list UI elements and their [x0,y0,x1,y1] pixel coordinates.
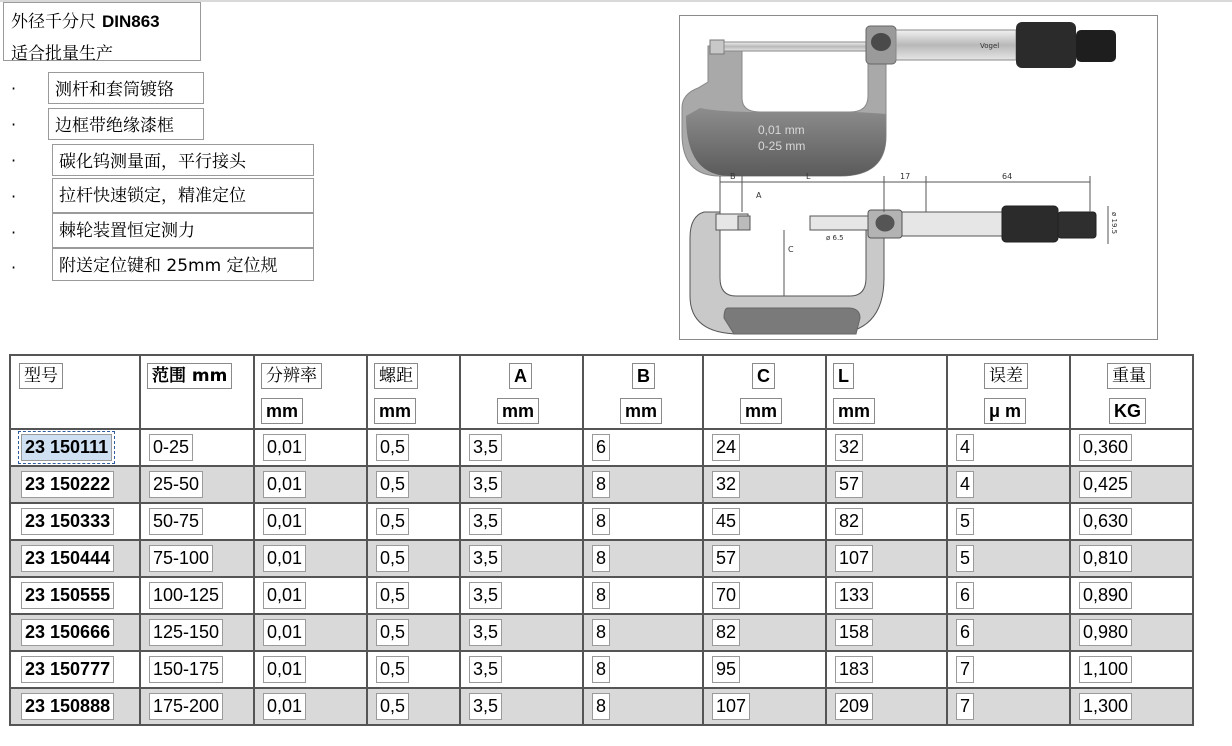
weight-value: 0,360 [1079,434,1132,461]
col-header-model[interactable] [10,355,140,429]
l-value: 107 [835,545,873,572]
feature-6[interactable]: 附送定位键和 25mm 定位规 [52,248,314,281]
b-value: 8 [592,508,610,535]
cell-resolution[interactable] [254,651,367,688]
range-value: 175-200 [149,693,223,720]
c-value: 70 [712,582,740,609]
header-weight-unit: KG [1109,398,1146,424]
resolution-value: 0,01 [263,545,306,572]
feature-2[interactable]: 边框带绝缘漆框 [48,108,204,140]
weight-value: 0,980 [1079,619,1132,646]
bullet-1: · [11,79,17,98]
product-title [11,7,160,32]
table-row [10,614,1193,651]
cell-l[interactable] [826,429,947,466]
cell-a[interactable] [460,503,583,540]
cell-l[interactable] [826,651,947,688]
dim-phi-label: ø 6.5 [826,234,844,242]
pitch-value: 0,5 [376,582,409,609]
frame-label-range: 0-25 mm [758,139,806,153]
col-header-a[interactable] [460,355,583,429]
header-c: C [752,363,775,389]
c-value: 107 [712,693,750,720]
tolerance-value: 5 [956,545,974,572]
cell-model[interactable] [10,540,140,577]
table-row [10,429,1193,466]
tolerance-value: 5 [956,508,974,535]
cell-l[interactable] [826,503,947,540]
cell-l[interactable] [826,577,947,614]
pitch-value: 0,5 [376,656,409,683]
cell-pitch[interactable] [367,540,460,577]
dim-c-label: C [788,245,794,254]
cell-range[interactable] [140,466,254,503]
a-value: 3,5 [469,508,502,535]
l-value: 57 [835,471,863,498]
c-value: 45 [712,508,740,535]
model-value: 23 150111 [21,434,112,461]
model-value: 23 150777 [21,656,114,683]
feature-3[interactable]: 碳化钨测量面，平行接头 [52,144,314,176]
range-value: 25-50 [149,471,203,498]
tolerance-value: 6 [956,582,974,609]
cell-weight[interactable] [1070,503,1193,540]
table-row [10,540,1193,577]
cell-range[interactable] [140,614,254,651]
pitch-value: 0,5 [376,545,409,572]
model-value: 23 150222 [21,471,114,498]
cell-weight[interactable] [1070,651,1193,688]
pitch-value: 0,5 [376,693,409,720]
brand-text: Vogel [980,42,1000,50]
cell-resolution[interactable] [254,688,367,725]
cell-range[interactable] [140,429,254,466]
bullet-2: · [11,115,17,134]
cell-l[interactable] [826,688,947,725]
cell-tolerance[interactable] [947,688,1070,725]
cell-c[interactable] [703,540,826,577]
pitch-value: 0,5 [376,434,409,461]
cell-weight[interactable] [1070,466,1193,503]
cell-b[interactable] [583,614,703,651]
col-header-resolution[interactable] [254,355,367,429]
product-figure [679,15,1158,340]
feature-5[interactable]: 棘轮装置恒定测力 [52,213,314,248]
cell-pitch[interactable] [367,651,460,688]
cell-c[interactable] [703,651,826,688]
cell-tolerance[interactable] [947,429,1070,466]
cell-c[interactable] [703,429,826,466]
title-standard: DIN863 [102,12,160,31]
bullet-6: · [11,258,17,277]
cell-model[interactable] [10,651,140,688]
col-header-range[interactable] [140,355,254,429]
title-cn: 外径千分尺 [11,12,96,32]
cell-b[interactable] [583,540,703,577]
cell-b[interactable] [583,688,703,725]
cell-pitch[interactable] [367,503,460,540]
a-value: 3,5 [469,619,502,646]
weight-value: 0,890 [1079,582,1132,609]
cell-a[interactable] [460,540,583,577]
spec-table [9,354,1194,726]
dim-l-label: L [806,172,811,181]
weight-value: 1,300 [1079,693,1132,720]
cell-tolerance[interactable] [947,577,1070,614]
b-value: 8 [592,656,610,683]
model-value: 23 150444 [21,545,114,572]
spec-table-body [10,429,1193,725]
cell-pitch[interactable] [367,577,460,614]
resolution-value: 0,01 [263,656,306,683]
weight-value: 0,425 [1079,471,1132,498]
table-row [10,466,1193,503]
dim-64-label: 64 [1002,172,1013,181]
cell-tolerance[interactable] [947,614,1070,651]
b-value: 8 [592,545,610,572]
cell-b[interactable] [583,577,703,614]
model-value: 23 150666 [21,619,114,646]
pitch-value: 0,5 [376,471,409,498]
cell-tolerance[interactable] [947,540,1070,577]
tolerance-value: 7 [956,656,974,683]
cell-tolerance[interactable] [947,466,1070,503]
cell-l[interactable] [826,614,947,651]
header-b-unit: mm [620,398,662,424]
table-header-row [10,355,1193,429]
weight-value: 0,630 [1079,508,1132,535]
c-value: 24 [712,434,740,461]
a-value: 3,5 [469,656,502,683]
cell-model[interactable] [10,688,140,725]
table-row [10,503,1193,540]
cell-model[interactable] [10,503,140,540]
feature-4[interactable]: 拉杆快速锁定，精准定位 [52,178,314,213]
cell-tolerance[interactable] [947,503,1070,540]
cell-weight[interactable] [1070,540,1193,577]
header-tolerance: 误差 [984,363,1028,389]
dim-a-label: A [756,191,762,200]
cell-weight[interactable] [1070,577,1193,614]
cell-resolution[interactable] [254,429,367,466]
micrometer-drawing [690,172,1118,334]
cell-pitch[interactable] [367,614,460,651]
cell-a[interactable] [460,429,583,466]
table-row [10,577,1193,614]
cell-b[interactable] [583,503,703,540]
a-value: 3,5 [469,434,502,461]
micrometer-photo [682,22,1116,176]
cell-model[interactable] [10,429,140,466]
l-value: 82 [835,508,863,535]
l-value: 183 [835,656,873,683]
bullet-5: · [11,223,17,242]
header-b: B [632,363,655,389]
cell-resolution[interactable] [254,466,367,503]
cell-range[interactable] [140,651,254,688]
cell-weight[interactable] [1070,688,1193,725]
tolerance-value: 4 [956,471,974,498]
feature-1[interactable]: 测杆和套筒镀铬 [48,72,204,104]
l-value: 32 [835,434,863,461]
cell-tolerance[interactable] [947,651,1070,688]
pitch-value: 0,5 [376,508,409,535]
resolution-value: 0,01 [263,471,306,498]
cell-a[interactable] [460,688,583,725]
cell-model[interactable] [10,577,140,614]
weight-value: 0,810 [1079,545,1132,572]
l-value: 158 [835,619,873,646]
product-subtitle: 适合批量生产 [11,44,113,64]
header-pitch: 螺距 [374,363,418,389]
cell-pitch[interactable] [367,688,460,725]
frame-label-resolution: 0,01 mm [758,123,805,137]
title-box[interactable] [3,2,201,64]
cell-a[interactable] [460,614,583,651]
cell-weight[interactable] [1070,429,1193,466]
cell-a[interactable] [460,466,583,503]
resolution-value: 0,01 [263,693,306,720]
b-value: 8 [592,582,610,609]
cell-resolution[interactable] [254,503,367,540]
dim-17-label: 17 [900,172,911,181]
b-value: 8 [592,693,610,720]
header-a: A [509,363,532,389]
tolerance-value: 6 [956,619,974,646]
range-value: 100-125 [149,582,223,609]
cell-c[interactable] [703,466,826,503]
resolution-value: 0,01 [263,508,306,535]
model-value: 23 150555 [21,582,114,609]
dim-b-label: B [730,172,736,181]
c-value: 32 [712,471,740,498]
weight-value: 1,100 [1079,656,1132,683]
micrometer-illustration [680,16,1157,339]
header-pitch-unit: mm [374,398,416,424]
c-value: 82 [712,619,740,646]
a-value: 3,5 [469,545,502,572]
cell-range[interactable] [140,577,254,614]
header-range: 范围 mm [147,363,232,389]
header-resolution: 分辨率 [261,363,322,389]
header-model: 型号 [19,363,63,389]
resolution-value: 0,01 [263,582,306,609]
cell-pitch[interactable] [367,429,460,466]
bullet-3: · [11,151,17,170]
cell-b[interactable] [583,651,703,688]
resolution-value: 0,01 [263,619,306,646]
header-c-unit: mm [740,398,782,424]
tolerance-value: 7 [956,693,974,720]
range-value: 50-75 [149,508,203,535]
col-header-c[interactable] [703,355,826,429]
b-value: 8 [592,471,610,498]
cell-range[interactable] [140,688,254,725]
b-value: 8 [592,619,610,646]
range-value: 75-100 [149,545,213,572]
table-row [10,688,1193,725]
header-resolution-unit: mm [261,398,303,424]
cell-c[interactable] [703,577,826,614]
header-l: L [833,363,854,389]
range-value: 150-175 [149,656,223,683]
table-row [10,651,1193,688]
cell-resolution[interactable] [254,540,367,577]
col-header-b[interactable] [583,355,703,429]
range-value: 125-150 [149,619,223,646]
cell-pitch[interactable] [367,466,460,503]
header-tolerance-unit: μ m [984,398,1026,424]
cell-c[interactable] [703,503,826,540]
cell-l[interactable] [826,466,947,503]
col-header-l[interactable] [826,355,947,429]
cell-resolution[interactable] [254,614,367,651]
model-value: 23 150333 [21,508,114,535]
cell-model[interactable] [10,614,140,651]
col-header-pitch[interactable] [367,355,460,429]
c-value: 57 [712,545,740,572]
header-weight: 重量 [1107,363,1151,389]
model-value: 23 150888 [21,693,114,720]
header-l-unit: mm [833,398,875,424]
c-value: 95 [712,656,740,683]
col-header-tolerance[interactable] [947,355,1070,429]
range-value: 0-25 [149,434,193,461]
cell-a[interactable] [460,577,583,614]
l-value: 209 [835,693,873,720]
dim-d-label: ø 19.5 [1110,212,1118,235]
resolution-value: 0,01 [263,434,306,461]
l-value: 133 [835,582,873,609]
cell-range[interactable] [140,503,254,540]
b-value: 6 [592,434,610,461]
cell-b[interactable] [583,466,703,503]
cell-weight[interactable] [1070,614,1193,651]
a-value: 3,5 [469,471,502,498]
cell-a[interactable] [460,651,583,688]
a-value: 3,5 [469,582,502,609]
cell-b[interactable] [583,429,703,466]
cell-model[interactable] [10,466,140,503]
cell-c[interactable] [703,688,826,725]
pitch-value: 0,5 [376,619,409,646]
col-header-weight[interactable] [1070,355,1193,429]
header-a-unit: mm [497,398,539,424]
tolerance-value: 4 [956,434,974,461]
bullet-4: · [11,187,17,206]
a-value: 3,5 [469,693,502,720]
cell-range[interactable] [140,540,254,577]
cell-c[interactable] [703,614,826,651]
cell-resolution[interactable] [254,577,367,614]
cell-l[interactable] [826,540,947,577]
